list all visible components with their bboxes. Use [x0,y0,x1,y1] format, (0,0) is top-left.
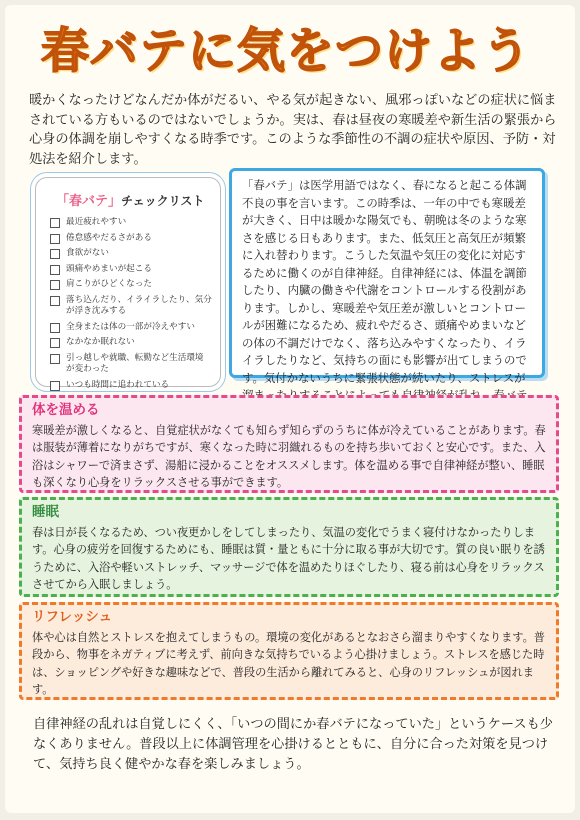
checkbox-icon[interactable] [50,338,60,348]
checklist-item-label: 肩こりがひどくなった [66,279,152,289]
checkbox-icon[interactable] [50,265,60,275]
checkbox-icon[interactable] [50,381,60,391]
checklist-item-label: 落ち込んだり、イライラしたり、気分が浮き沈みする [66,294,212,316]
checklist-item [50,246,212,262]
section-text: 体や心は自然とストレスを抱えてしまうもの。環境の変化があるとなおさら溜まりやすくなります。普段から、物事をネガティブに考えず、前向きな気持ちでいるよう心掛けましょう。ストレスを感じた時は、ショッピングや好きな趣味などで、普段の生活から離れてみると、心身のリフレッシュが図れます。 [32,630,545,696]
checkbox-icon[interactable] [50,280,60,290]
checklist-item [50,293,212,320]
checklist-item [50,215,212,231]
intro-paragraph: 暖かくなったけどなんだか体がだるい、やる気が起きない、風邪っぽいなどの症状に悩まされている方もいるのではないでしょうか。実は、春は昼夜の寒暖差や新生活の緊張から心身の体調を崩しやすくなる時季です。このような季節性の不調の症状や原因、予防・対処法を紹介します。 [29,93,557,167]
section-heading: 睡眠 [32,504,59,520]
checklist-item [50,335,212,351]
checklist-title-rest: チェックリスト [121,194,205,208]
checklist-item-label: 頭痛やめまいが起こる [66,263,152,274]
checklist-item [50,351,212,378]
checklist-card [35,177,221,390]
section-warm-body [19,395,559,493]
section-refresh [19,602,559,700]
section-text: 寒暖差が激しくなると、自覚症状がなくても知らず知らずのうちに体が冷えていることがあります。春は服装が薄着になりがちですが、寒くなった時に羽織れるものを持ち歩いておくと安心です。また、入浴はシャワーで済まさず、湯船に浸かることをオススメします。体を温める事で自律神経が整い、睡眠も深くなり心身をリラックスさせる事ができます。 [32,423,546,489]
flyer-page [5,5,575,813]
checkbox-icon[interactable] [50,354,60,364]
checklist-item-label: 最近疲れやすい [66,217,127,227]
checkbox-icon[interactable] [50,249,60,259]
haru-bate-description: 「春バテ」は医学用語ではなく、春になると起こる体調不良の事を言います。この時季は、一年の中でも寒暖差が大きく、日中は暖かな陽気でも、朝晩は冬のような寒さを感じる日もあります。また、低気圧と高気圧が頻繁に入れ替わります。こうした気温や気圧の変化に対応するために働くのが自律神経。自律神経には、体温を調節したり、内臓の働きや代謝をコントロールする役割があります。しかし、寒暖差や気圧差が激しいとコントロールが困難になるため、疲れやだるさ、頭痛やめまいなどの体の不調だけでなく、落ち込みやすくなったり、イライラしたりなど、気持ちの面にも影響が出てしまうのです。気付かないうちに緊張状態が続いたり、ストレスが [229,168,545,378]
checkbox-icon[interactable] [50,296,60,306]
checkbox-icon[interactable] [50,218,60,228]
checklist-item-label: なかなか眠れない [66,337,135,347]
section-sleep [19,497,559,597]
checkbox-icon[interactable] [50,323,60,333]
closing-paragraph: 自律神経の乱れは自覚しにくく、「いつの間にか春バテになっていた」というケースも少なくありません。普段以上に体調管理を心掛けるとともに、自分に合った対策を見つけて、気持ち良く健やかな春を楽しみましょう。 [33,717,553,772]
checklist-title [56,190,220,209]
checkbox-icon[interactable] [50,234,60,244]
checklist-item-label: いつも時間に追われている [66,379,170,390]
checklist-item [50,231,212,247]
section-heading: リフレッシュ [32,609,113,625]
checklist-item-label: 引っ越しや就職、転勤など生活環境が変わった [66,352,204,374]
checklist-item-label: 全身または体の一部が冷えやすい [66,321,195,332]
checklist-item [50,262,212,278]
checklist-item-label: 倦怠感やだるさがある [66,232,152,243]
checklist-item-label: 食欲がない [66,248,109,258]
checklist-item [50,277,212,293]
checklist-item [50,378,212,394]
section-heading: 体を温める [32,402,100,418]
page-title: 春バテに気をつけよう [41,23,532,79]
checklist-item [50,320,212,336]
section-text: 春は日が長くなるため、つい夜更かしをしてしまったり、気温の変化でうまく寝付けなかったりします。心身の疲労を回復するためにも、睡眠は質・量ともに十分に取る事が大切です。質の良い眠りを誘うために、入浴や軽いストレッチ、マッサージで体を温めたりほぐしたり、寝る前は心身をリラックスさせてから入眠しましょう。 [32,525,545,591]
checklist-title-highlight: 「春バテ」 [56,194,122,209]
